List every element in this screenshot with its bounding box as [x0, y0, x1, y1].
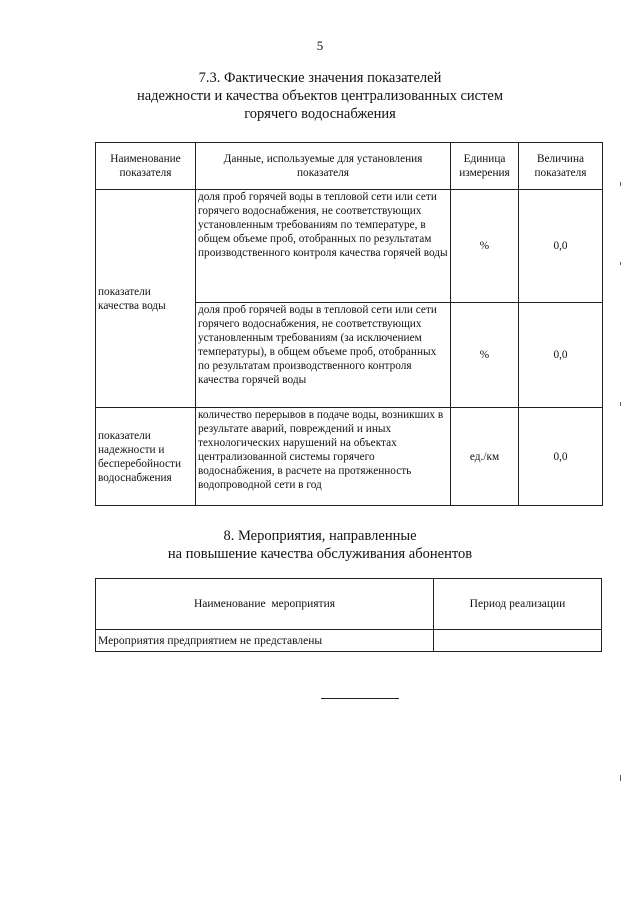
section-8-title-line-2: на повышение качества обслуживания абонентов: [167, 546, 473, 562]
scan-margin-mark: [620, 402, 621, 406]
scan-margin-mark: [620, 182, 621, 186]
measure-name: Мероприятия предприятием не представлены: [96, 630, 434, 652]
row-unit: %: [451, 303, 519, 408]
scan-margin-mark: [620, 262, 621, 265]
row-data-text: количество перерывов в подаче воды, возникших в результате аварий, повреждений и иных технологических нарушений на объектах централизованной системы горячего водоснабжения, в расчете на протяженность водопроводной сети в год: [196, 408, 451, 506]
section-7-3-title-line-3: горячего водоснабжения: [244, 106, 396, 122]
row-unit: ед./км: [451, 408, 519, 506]
page-number: 5: [316, 38, 324, 53]
header-indicator-name: Наименование показателя: [96, 143, 196, 190]
section-7-3-title-line-1: 7.3. Фактические значения показателей: [198, 70, 442, 86]
table-row: [96, 190, 603, 303]
section-7-3-title-line-2: надежности и качества объектов централизованных систем: [136, 88, 504, 104]
table-header-row: [96, 579, 602, 630]
group-name-water-quality: показатели качества воды: [96, 190, 196, 408]
table-row: [96, 408, 603, 506]
header-period: Период реализации: [434, 579, 602, 630]
measures-table: [95, 578, 602, 652]
measure-period: [434, 630, 602, 652]
row-value: 0,0: [519, 408, 603, 506]
section-8-title: [0, 527, 640, 563]
header-data-used: Данные, используемые для установления показателя: [196, 143, 451, 190]
table-header-row: [96, 143, 603, 190]
reliability-quality-table: [95, 142, 603, 506]
header-value: Величина показателя: [519, 143, 603, 190]
row-data-text: доля проб горячей воды в тепловой сети или сети горячего водоснабжения, не соответствующих установленным требованиям по температуре, в общем объеме проб, отобранных по результатам производственного контроля качества горячей воды: [196, 190, 451, 303]
header-unit: Единица измерения: [451, 143, 519, 190]
row-value: 0,0: [519, 303, 603, 408]
section-7-3-title: [0, 69, 640, 123]
group-name-reliability: показатели надежности и бесперебойности водоснабжения: [96, 408, 196, 506]
row-unit: %: [451, 190, 519, 303]
table-row: [96, 630, 602, 652]
section-8-title-line-1: 8. Мероприятия, направленные: [223, 528, 417, 544]
header-measure-name: Наименование мероприятия: [96, 579, 434, 630]
row-data-text: доля проб горячей воды в тепловой сети или сети горячего водоснабжения, не соответствующих установленным требованиям (за исключением температуры), в общем объеме проб, отобранных по результатам производственного контроля качества горячей воды: [196, 303, 451, 408]
end-divider: [321, 698, 399, 699]
scan-margin-mark: [620, 775, 621, 781]
row-value: 0,0: [519, 190, 603, 303]
